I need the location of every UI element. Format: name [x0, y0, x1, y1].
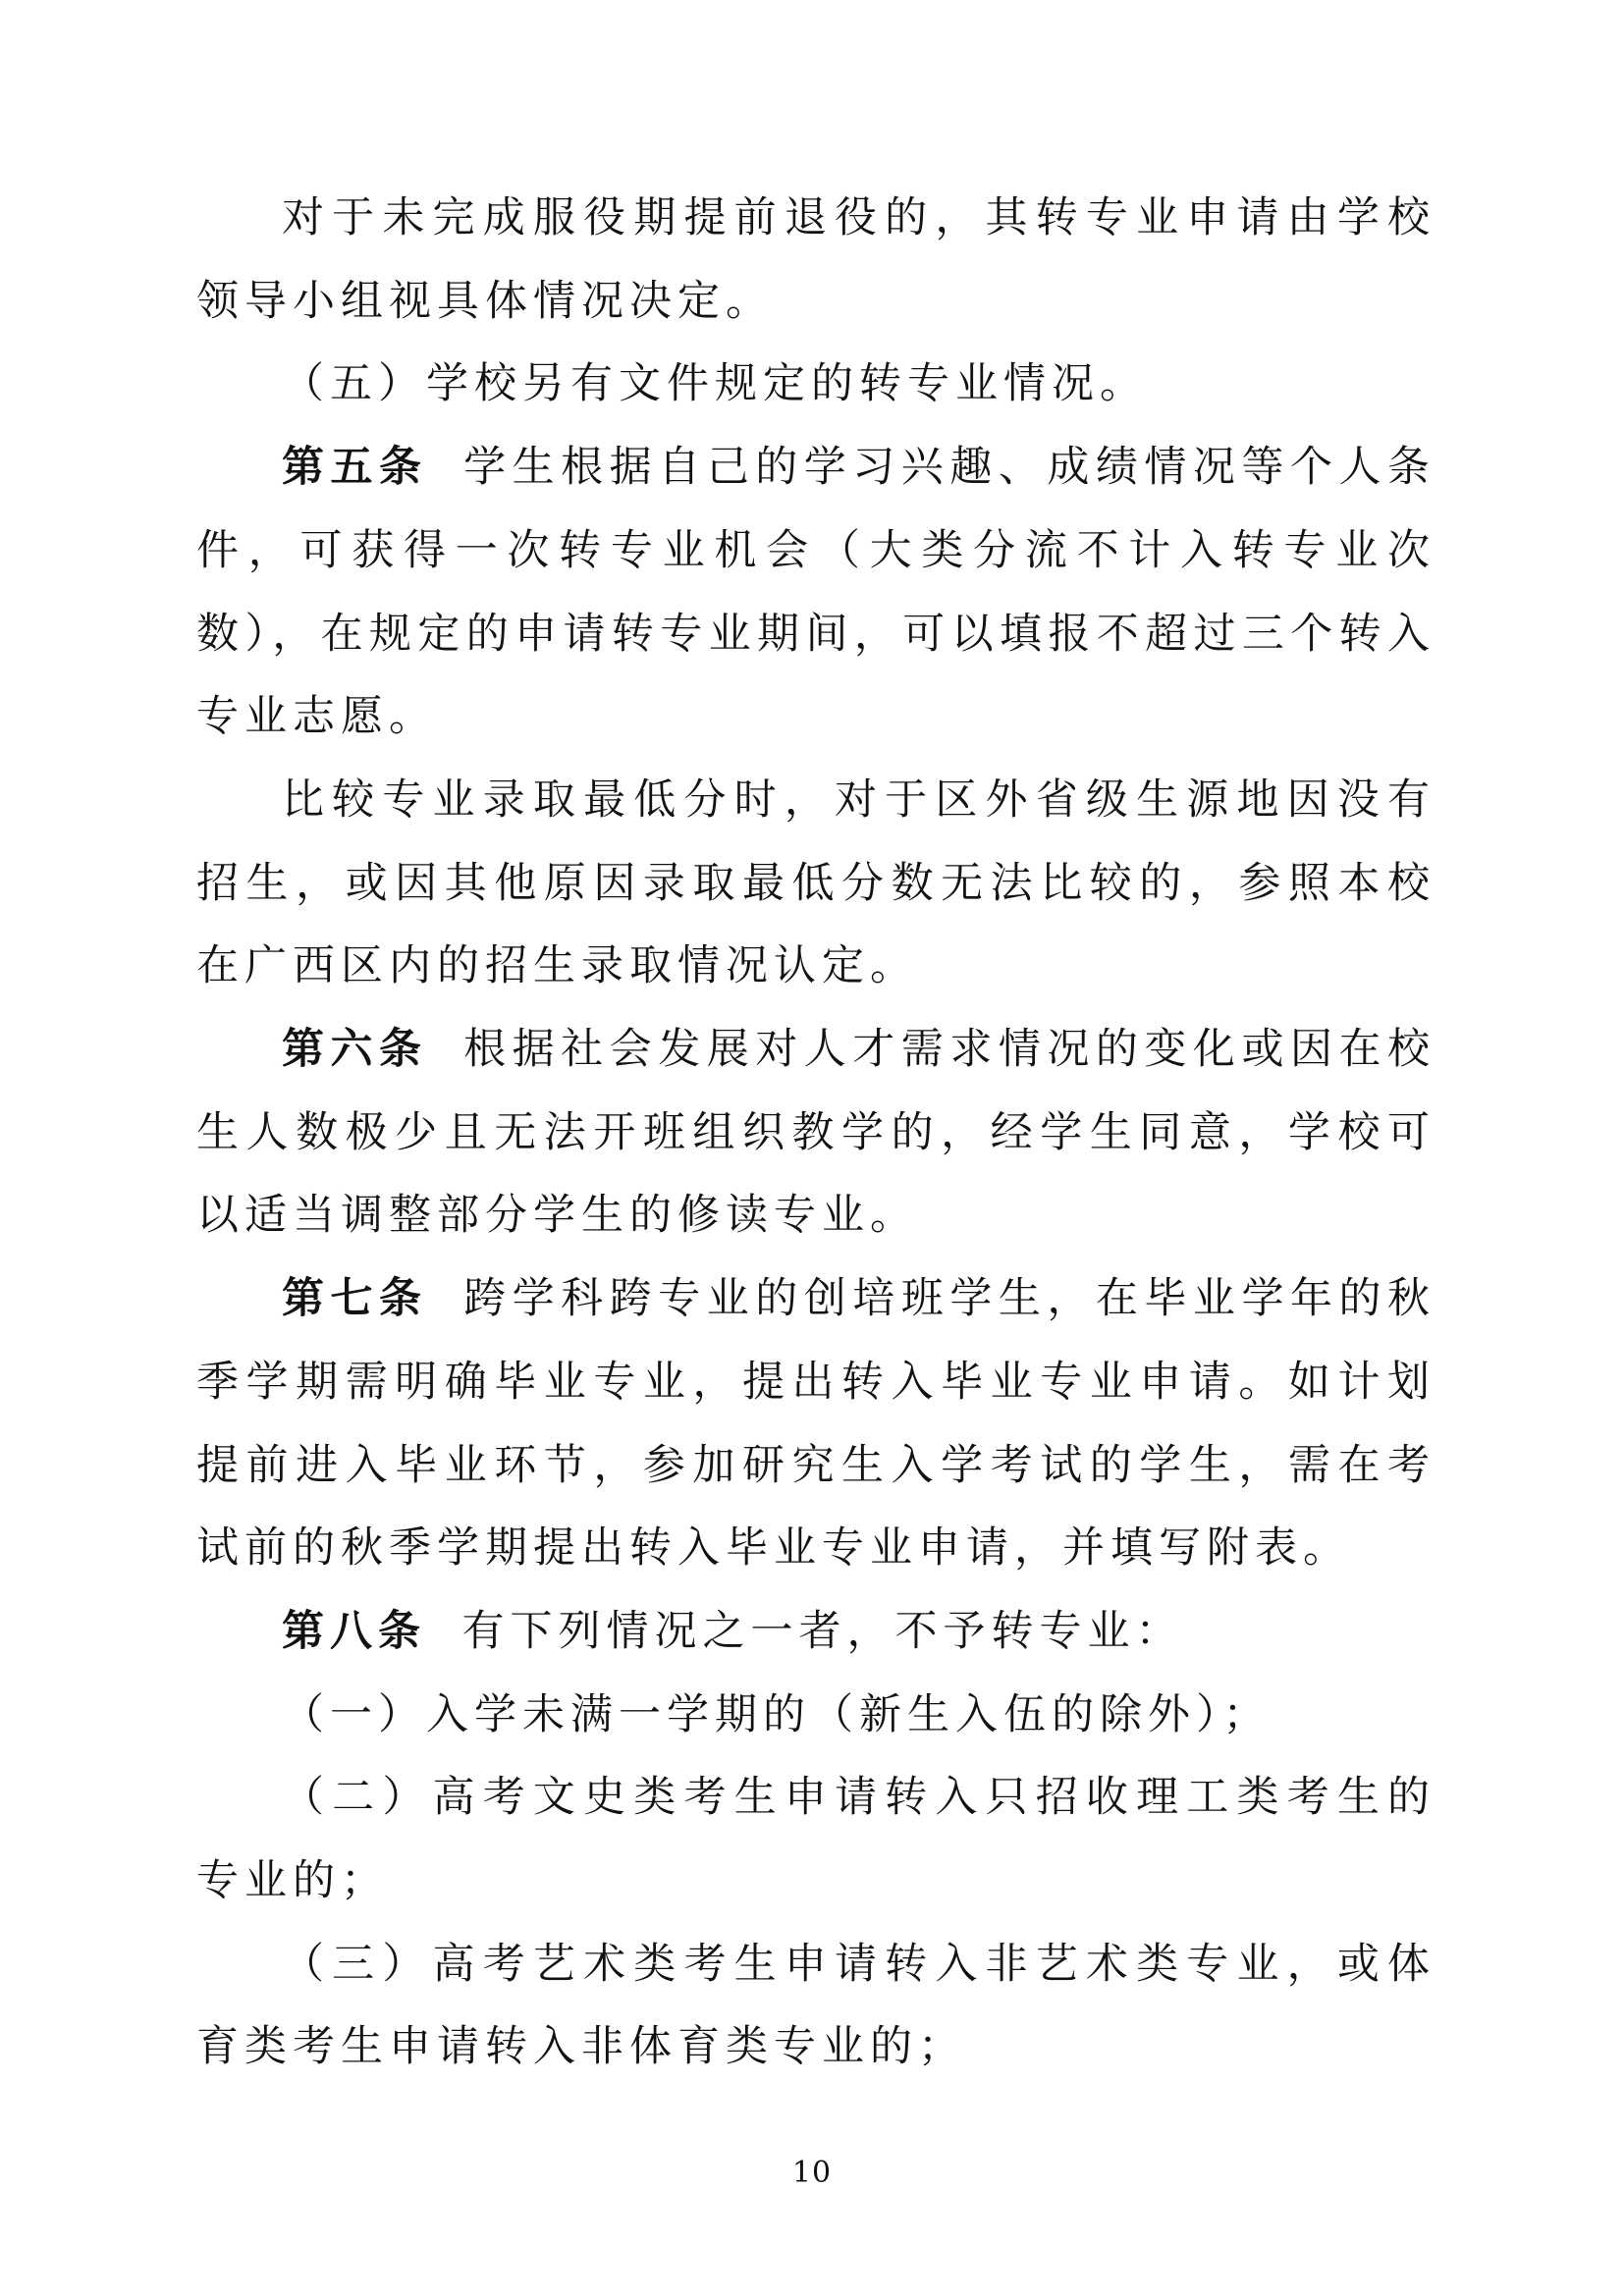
- paragraph: [196, 1590, 1435, 1674]
- paragraph: [196, 426, 1435, 759]
- document-body: [196, 177, 1435, 2089]
- article-number-label: 第八条: [282, 1606, 426, 1656]
- paragraph: [196, 1923, 1435, 2089]
- paragraph: [196, 177, 1435, 343]
- paragraph: [196, 1756, 1435, 1922]
- paragraph-text: 根据社会发展对人才需求情况的变化或因在校生人数极少且无法开班组织教学的，经学生同意，学校可以适当调整部分学生的修读专业。: [196, 1025, 1436, 1241]
- paragraph: [196, 343, 1435, 426]
- paragraph: [196, 759, 1435, 1008]
- article-number-label: 第五条: [282, 443, 428, 493]
- paragraph-text: （二）高考文史类考生申请转入只招收理工类考生的专业的；: [196, 1773, 1435, 1906]
- paragraph-text: 比较专业录取最低分时，对于区外省级生源地因没有招生，或因其他原因录取最低分数无法比较的，参照本校在广西区内的招生录取情况认定。: [196, 774, 1435, 991]
- paragraph-text: 学生根据自己的学习兴趣、成绩情况等个人条件，可获得一次转专业机会（大类分流不计入转专业次数），在规定的申请转专业期间，可以填报不超过三个转入专业志愿。: [196, 443, 1436, 742]
- paragraph-text: （三）高考艺术类考生申请转入非艺术类专业，或体育类考生申请转入非体育类专业的；: [196, 1939, 1435, 2072]
- paragraph-text: （五）学校另有文件规定的转专业情况。: [282, 359, 1148, 409]
- paragraph-text: 有下列情况之一者，不予转专业：: [461, 1606, 1184, 1656]
- article-number-label: 第六条: [282, 1025, 428, 1075]
- paragraph: [196, 1674, 1435, 1757]
- paragraph-text: （一）入学未满一学期的（新生入伍的除外）；: [282, 1689, 1272, 1739]
- paragraph: [196, 1257, 1435, 1590]
- paragraph: [196, 1008, 1435, 1257]
- article-number-label: 第七条: [282, 1274, 428, 1324]
- paragraph-text: 跨学科跨专业的创培班学生，在毕业学年的秋季学期需明确毕业专业，提出转入毕业专业申请。如计划提前进入毕业环节，参加研究生入学考试的学生，需在考试前的秋季学期提出转入毕业专业申请，并填写附表。: [196, 1274, 1436, 1574]
- paragraph-text: 对于未完成服役期提前退役的，其转专业申请由学校领导小组视具体情况决定。: [196, 193, 1435, 326]
- page-number: 10: [791, 2156, 833, 2190]
